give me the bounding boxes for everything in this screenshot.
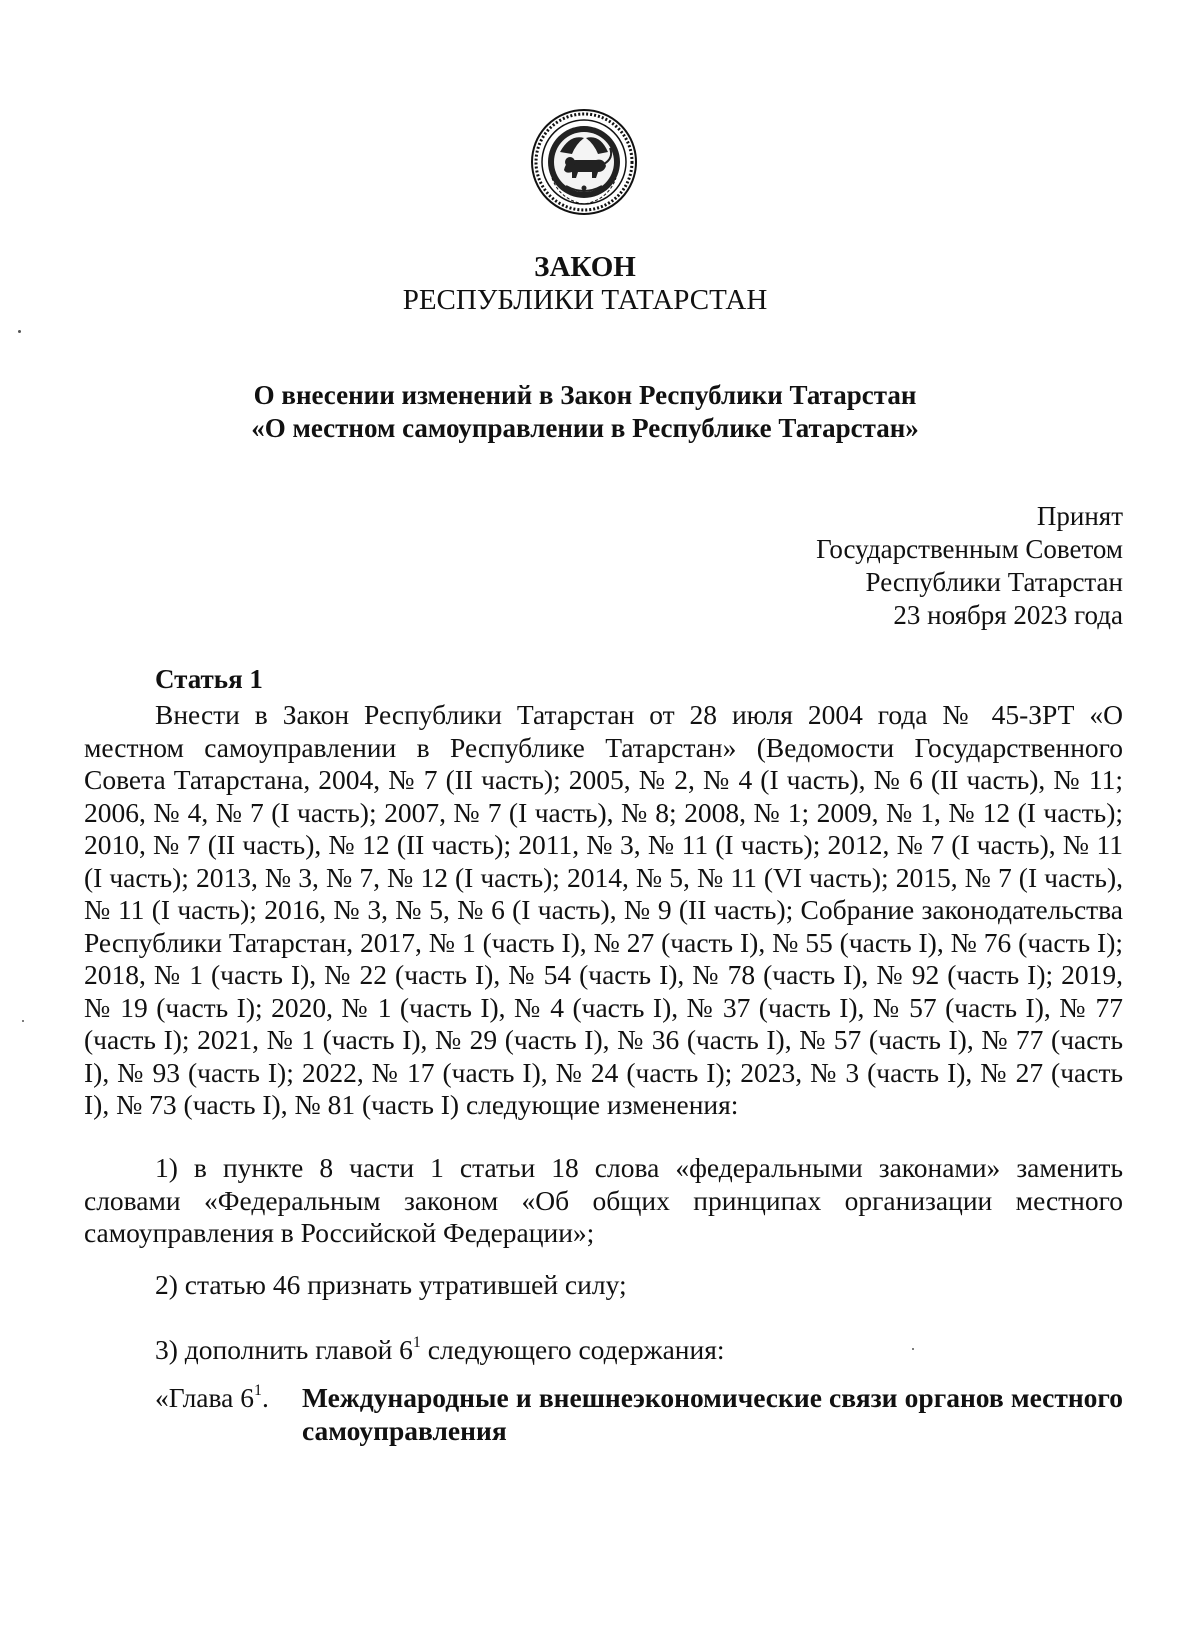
law-title-line-1: О внесении изменений в Закон Республики Татарстан (253, 380, 917, 410)
adopted-line-3: Республики Татарстан (865, 567, 1123, 597)
document-title: ЗАКОН (534, 251, 636, 283)
chapter-label-dot: . (261, 1382, 269, 1413)
scan-speck (22, 1020, 24, 1022)
chapter-label (155, 1382, 269, 1415)
article-heading: Статья 1 (155, 664, 263, 694)
chapter-title: Международные и внешнеэкономические связи органов местного самоуправления (302, 1382, 1123, 1446)
item-3-text-start: 3) дополнить главой 6 (155, 1334, 413, 1365)
amendment-item-1: 1) в пункте 8 части 1 статьи 18 слова «федеральными законами» заменить словами «Федеральным законом «Об общих принципах организации местного самоуправления в Российской Федерации»; (84, 1152, 1123, 1248)
amendment-item-3 (155, 1334, 725, 1367)
scan-speck (18, 330, 21, 333)
amendment-item-2: 2) статью 46 признать утратившей силу; (155, 1269, 627, 1300)
document-subtitle: РЕСПУБЛИКИ ТАТАРСТАН (402, 284, 768, 316)
adopted-line-1: Принят (1036, 501, 1123, 531)
adoption-block (816, 500, 1123, 632)
adopted-line-2: Государственным Советом (816, 534, 1123, 564)
law-title-line-2: «О местном самоуправлении в Республике Татарстан» (251, 413, 919, 443)
coat-of-arms-tatarstan-icon (530, 108, 638, 216)
chapter-label-text: «Глава 6 (155, 1382, 254, 1413)
article-intro-paragraph: Внести в Закон Республики Татарстан от 28 июля 2004 года № 45-ЗРТ «О местном самоуправлении в Республике Татарстан» (Ведомости Государственного Совета Татарстана, 2004, № 7 (II часть); 2005, № 2, № 4 (I часть), № 6 (II часть), № 11; 2006, № 4, № 7 (I часть); 2007, № 7 (I часть), № 8; 2008, № 1; 2009, № 1, № 12 (I часть); 2010, № 7 (II часть), № 12 (II часть); 2011, № 3, № 11 (I часть); 2012, № 7 (I часть), № 11 (I часть); 2013, № 3, № 7, № 12 (I часть); 2014, № 5, № 11 (VI часть); 2015, № 7 (I часть), № 11 (I часть); 2016, № 3, № 5, № 6 (I часть), № 9 (II часть); Собрание законодательства Республики Татарстан, 2017, № 1 (часть I), № 27 (часть I), № 55 (часть I), № 76 (часть I); 2018, № 1 (часть I), № 22 (часть I), № 54 (часть I), № 78 (часть I), № 92 (часть I); 2019, № 19 (часть I); 2020, № 1 (часть I), № 4 (часть I), № 37 (часть I), № 57 (часть I), № 77 (часть I); 2021, № 1 (часть I), № 29 (часть I), № 36 (часть I), № 57 (часть I), № 77 (часть I), № 93 (часть I); 2022, № 17 (часть I), № 24 (часть I); 2023, № 3 (часть I), № 27 (часть I), № 73 (часть I), № 81 (часть I) следующие изменения: (84, 699, 1123, 1120)
scan-speck (912, 1348, 914, 1350)
item-3-text-end: следующего содержания: (420, 1334, 725, 1365)
adoption-date: 23 ноября 2023 года (893, 600, 1123, 630)
chapter-label-superscript: 1 (253, 1382, 262, 1399)
item-3-superscript: 1 (412, 1334, 421, 1351)
